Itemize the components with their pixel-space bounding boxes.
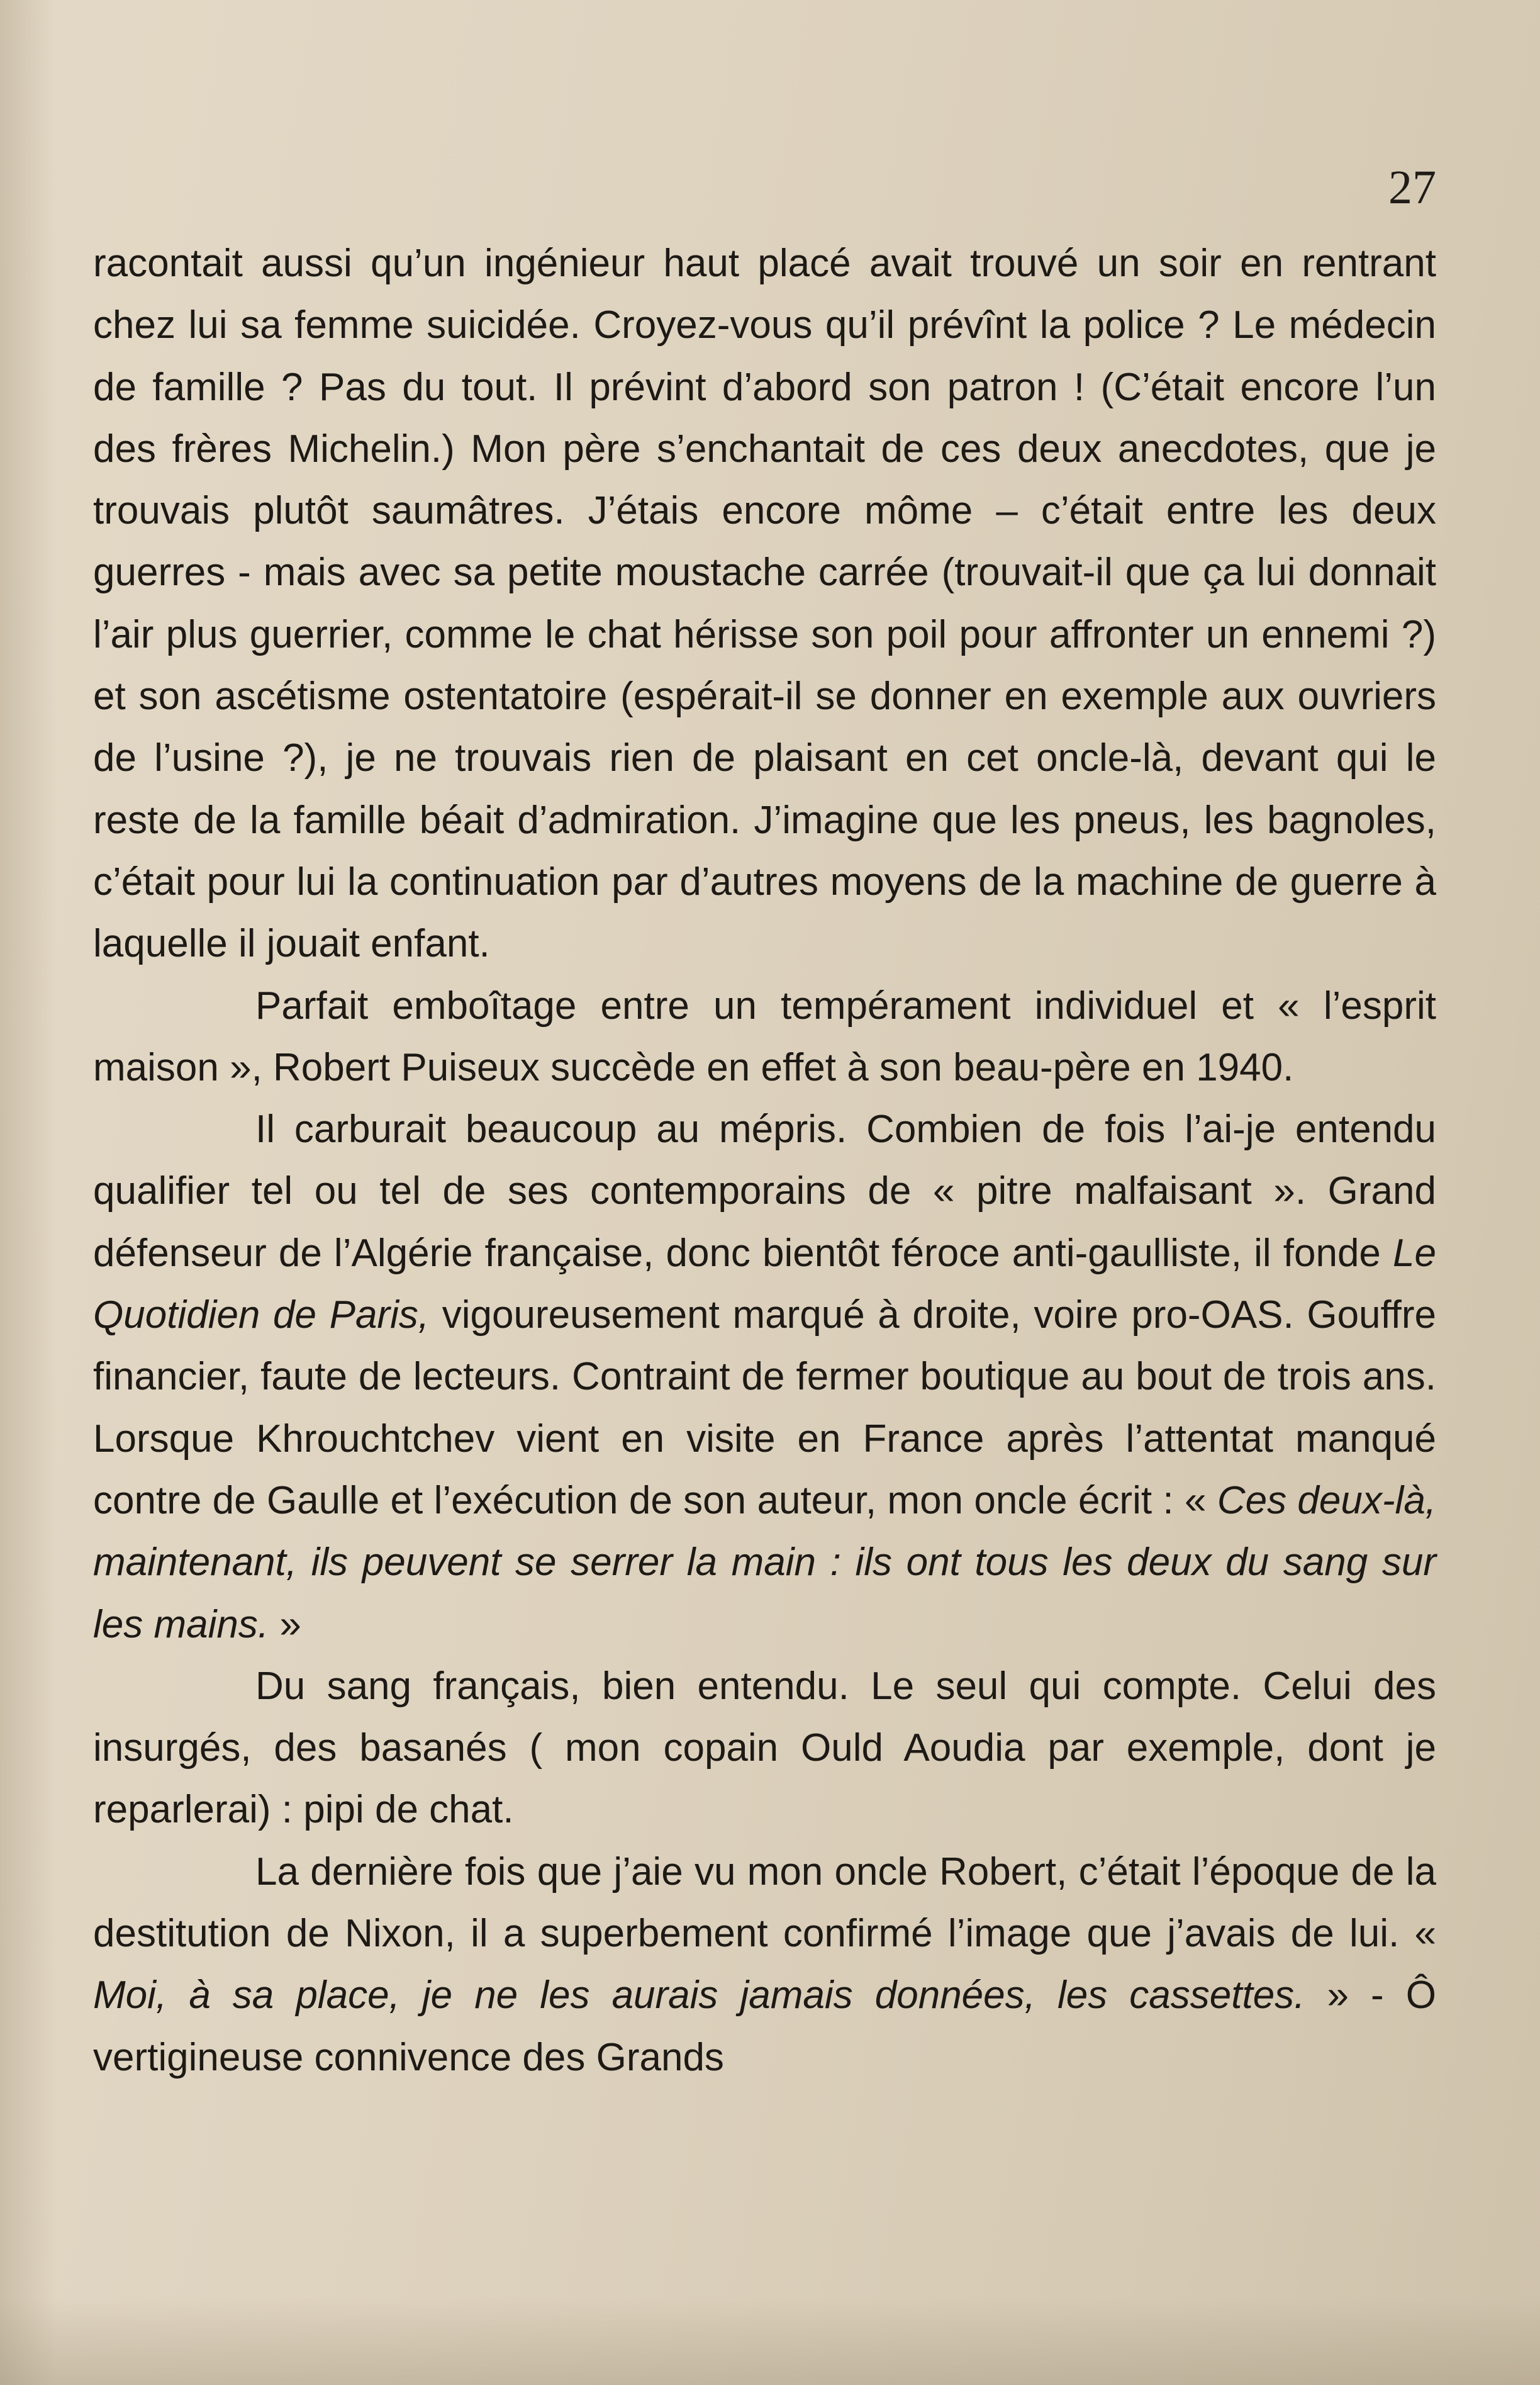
text-segment: » <box>269 1602 301 1646</box>
text-segment: La dernière fois que j’aie vu mon oncle Robert, c’était l’époque de la destitution de Nixon, il a superbement confirmé l’image que j’avais de lui. « <box>93 1849 1436 1956</box>
paragraph-p4 <box>93 1656 1436 1841</box>
text-segment: racontait aussi qu’un ingénieur haut placé avait trouvé un soir en rentrant chez lui sa femme suicidée. Croyez-vous qu’il prévînt la police ? Le médecin de famille ? Pas du tout. Il prévint d’abord son patron ! (C’était encore l’un des frères Michelin.) Mon père s’enchantait de ces deux anecdotes, que je trouvais plutôt saumâtres. J’étais encore môme – c’était entre les deux guerres - mais avec sa petite moustache carrée (trouvait-il que ça lui donnait l’air plus guerrier, comme le chat hérisse son poil pour affronter un ennemi ?) et son ascétisme ostentatoire (espérait-il se donner en exemple aux ouvriers de l’usine ?), je ne trouvais rien de plaisant en cet oncle-là, devant qui le reste de la famille béait d’admiration. J’imagine que les pneus, les bagnoles, c’était pour lui la continuation par d’autres moyens de la machine de guerre à laquelle il jouait enfant. <box>93 242 1436 966</box>
paragraph-p3 <box>93 1099 1436 1656</box>
italic-text: Moi, à sa place, je ne les aurais jamais données, les cassettes. <box>93 1973 1305 2017</box>
paragraph-p5 <box>93 1841 1436 2089</box>
text-segment: » - Ô vertigineuse connivence des Grands <box>93 1973 1436 2079</box>
text-segment: Parfait emboîtage entre un tempérament individuel et « l’esprit maison », Robert Puiseux succède en effet à son beau-père en 1940. <box>93 984 1436 1089</box>
text-segment: vigoureusement marqué à droite, voire pro-OAS. Gouffre financier, faute de lecteurs. Contraint de fermer boutique au bout de trois ans. Lorsque Khrouchtchev vient en visite en France après l’attentat manqué contre de Gaulle et l’exécution de son auteur, mon oncle écrit : « <box>93 1293 1437 1522</box>
page-number: 27 <box>1388 161 1436 214</box>
text-segment: Du sang français, bien entendu. Le seul qui compte. Celui des insurgés, des basanés ( mon copain Ould Aoudia par exemple, dont je reparlerai) : pipi de chat. <box>93 1664 1436 1832</box>
italic-text: Le Quotidien de Paris, <box>93 1231 1436 1337</box>
paragraph-p1 <box>93 233 1436 975</box>
body-text <box>93 233 1436 2089</box>
text-segment: Il carburait beaucoup au mépris. Combien de fois l’ai-je entendu qualifier tel ou tel de ses contemporains de « pitre malfaisant ». Grand défenseur de l’Algérie française, donc bientôt féroce anti-gaulliste, il fonde <box>93 1108 1436 1275</box>
binding-shadow <box>0 0 57 2385</box>
bottom-shadow <box>0 2297 1540 2385</box>
italic-text: Ces deux-là, maintenant, ils peuvent se serrer la main : ils ont tous les deux du sang sur les mains. <box>93 1478 1436 1646</box>
paragraph-p2 <box>93 975 1436 1099</box>
